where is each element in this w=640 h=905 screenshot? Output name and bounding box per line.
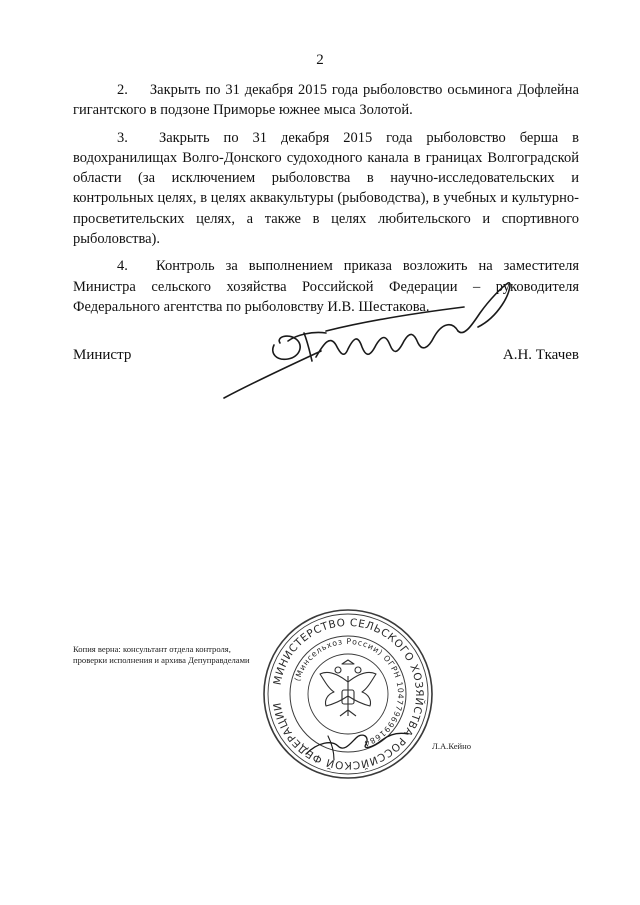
- paragraph-3: [73, 128, 579, 250]
- copy-certification-note: Копия верна: консультант отдела контроля, проверки исполнения и архива Депуправделами: [73, 644, 250, 665]
- official-seal: [258, 604, 438, 784]
- svg-text:(Минсельхоз России) ОГРН 10477: (Минсельхоз России) ОГРН 1047796991684: [292, 636, 406, 749]
- paragraph-number: 2.: [117, 82, 128, 98]
- svg-text:МИНИСТЕРСТВО СЕЛЬСКОГО ХОЗЯЙСТ: МИНИСТЕРСТВО СЕЛЬСКОГО ХОЗЯЙСТВА РОССИЙСКОЙ ФЕДЕРАЦИИ: [271, 616, 426, 772]
- certifier-name: Л.А.Кейно: [432, 741, 472, 751]
- signatory-name: А.Н. Ткачев: [502, 347, 579, 363]
- paragraph-text: Закрыть по 31 декабря 2015 года рыболовство берша в водохранилищах Волго-Донского судоходного канала в границах Волгоградской области (за исключением рыболовства в научно-исследовательских и контрольных целях, в целях аквакультуры (рыбоводства), в учебных и культурно-просветительских целях, а также в целях любительского и спортивного рыболовства).: [73, 129, 579, 248]
- paragraph-number: 3.: [117, 129, 128, 146]
- paragraph-text: Контроль за выполнением приказа возложить на заместителя Министра сельского хозяйства Российской Федерации – руководителя Федерального агентства по рыболовству И.В. Шестакова.: [73, 258, 580, 315]
- handwritten-signature: [196, 273, 526, 403]
- paragraph-number: 4.: [117, 258, 128, 275]
- paragraph-text: Закрыть по 31 декабря 2015 года рыболовство осьминога Дофлейна гигантского в подзоне Приморье южнее мыса Золотой.: [73, 82, 579, 119]
- page-number: 2: [316, 52, 324, 68]
- paragraph-2: [73, 80, 579, 121]
- signatory-position: Министр: [73, 347, 132, 363]
